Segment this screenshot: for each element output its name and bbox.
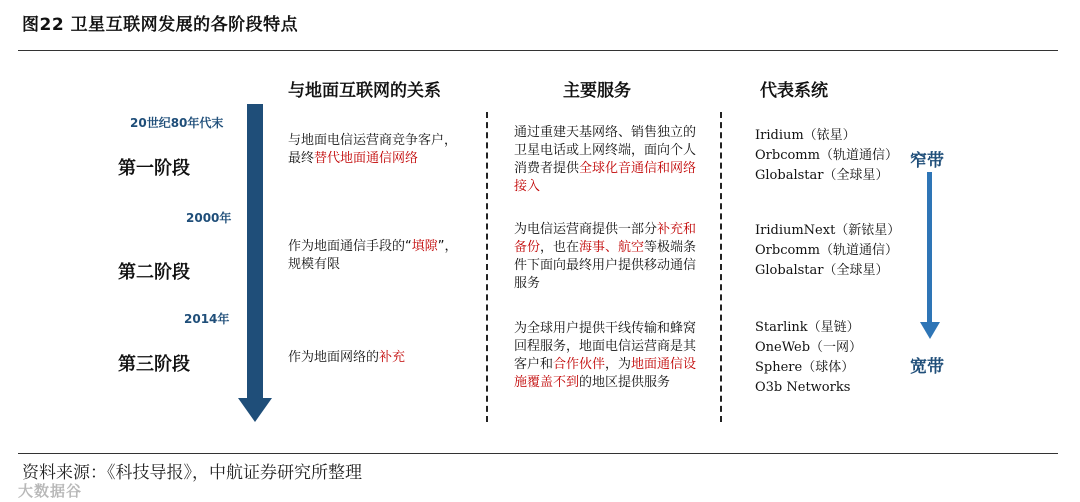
highlight-text: 补充和备份 xyxy=(514,222,697,255)
system-item: O3b Networks xyxy=(755,380,851,395)
relation-text xyxy=(288,132,466,168)
body-text: ，也在 xyxy=(540,240,580,255)
highlight-text: 海事、航空 xyxy=(579,240,645,255)
bandwidth-narrow-label: 窄带 xyxy=(910,151,944,171)
system-list xyxy=(755,221,900,281)
service-text xyxy=(514,124,700,196)
body-text: ，为 xyxy=(605,357,632,372)
system-item: Globalstar（全球星） xyxy=(755,168,889,183)
relation-text xyxy=(288,238,466,274)
system-item: Orbcomm（轨道通信） xyxy=(755,243,898,258)
year-label: 20世纪80年代末 xyxy=(130,116,224,130)
highlight-text: 填隙 xyxy=(411,239,438,254)
body-text: 作为地面网络的 xyxy=(288,350,380,365)
dashed-divider xyxy=(720,112,722,422)
system-item: Iridium（铱星） xyxy=(755,128,856,143)
bandwidth-arrow xyxy=(919,172,941,340)
watermark: 大数据谷 xyxy=(18,482,83,500)
body-text: 等极端条件下面向最终用户提供移动通信服务 xyxy=(514,240,697,291)
year-label: 2000年 xyxy=(186,211,232,225)
system-item: Orbcomm（轨道通信） xyxy=(755,148,898,163)
highlight-text: 地面通信设施覆盖不到 xyxy=(514,357,697,390)
system-item: Starlink（星链） xyxy=(755,320,860,335)
system-list xyxy=(755,126,898,186)
top-rule xyxy=(18,50,1058,51)
body-text: 为全球用户提供干线传输和蜂窝回程服务，地面电信运营商是其客户和 xyxy=(514,321,697,372)
system-list xyxy=(755,318,862,398)
column-header-systems: 代表系统 xyxy=(760,81,828,101)
system-item: IridiumNext（新铱星） xyxy=(755,223,901,238)
body-text: 与地面电信运营商竞争客户，最终 xyxy=(288,133,458,166)
system-item: Sphere（球体） xyxy=(755,360,855,375)
stage-label: 第二阶段 xyxy=(118,262,190,283)
body-text: 作为地面通信手段的“ xyxy=(288,239,412,254)
body-text: 为电信运营商提供一部分 xyxy=(514,222,658,237)
bandwidth-wide-label: 宽带 xyxy=(910,357,944,377)
column-header-relation: 与地面互联网的关系 xyxy=(288,81,441,101)
system-item: OneWeb（一网） xyxy=(755,340,863,355)
system-item: Globalstar（全球星） xyxy=(755,263,889,278)
service-text xyxy=(514,221,700,293)
highlight-text: 补充 xyxy=(379,350,406,365)
figure-title: 图22 卫星互联网发展的各阶段特点 xyxy=(22,15,299,35)
highlight-text: 全球化音通信和网络接入 xyxy=(514,161,697,194)
body-text: ”，规模有限 xyxy=(288,239,458,272)
relation-text xyxy=(288,349,466,367)
body-text: 通过重建天基网络、销售独立的卫星电话或上网终端，面向个人消费者提供 xyxy=(514,125,697,176)
highlight-text: 合作伙伴 xyxy=(553,357,606,372)
source-note: 资料来源：《科技导报》，中航证券研究所整理 xyxy=(22,463,362,483)
timeline-arrow xyxy=(236,104,276,424)
year-label: 2014年 xyxy=(184,312,230,326)
bottom-rule xyxy=(18,453,1058,454)
body-text: 的地区提供服务 xyxy=(579,375,671,390)
stage-label: 第三阶段 xyxy=(118,354,190,375)
highlight-text: 替代地面通信网络 xyxy=(314,151,419,166)
column-header-services: 主要服务 xyxy=(563,81,631,101)
stage-label: 第一阶段 xyxy=(118,158,190,179)
service-text xyxy=(514,320,700,392)
dashed-divider xyxy=(486,112,488,422)
